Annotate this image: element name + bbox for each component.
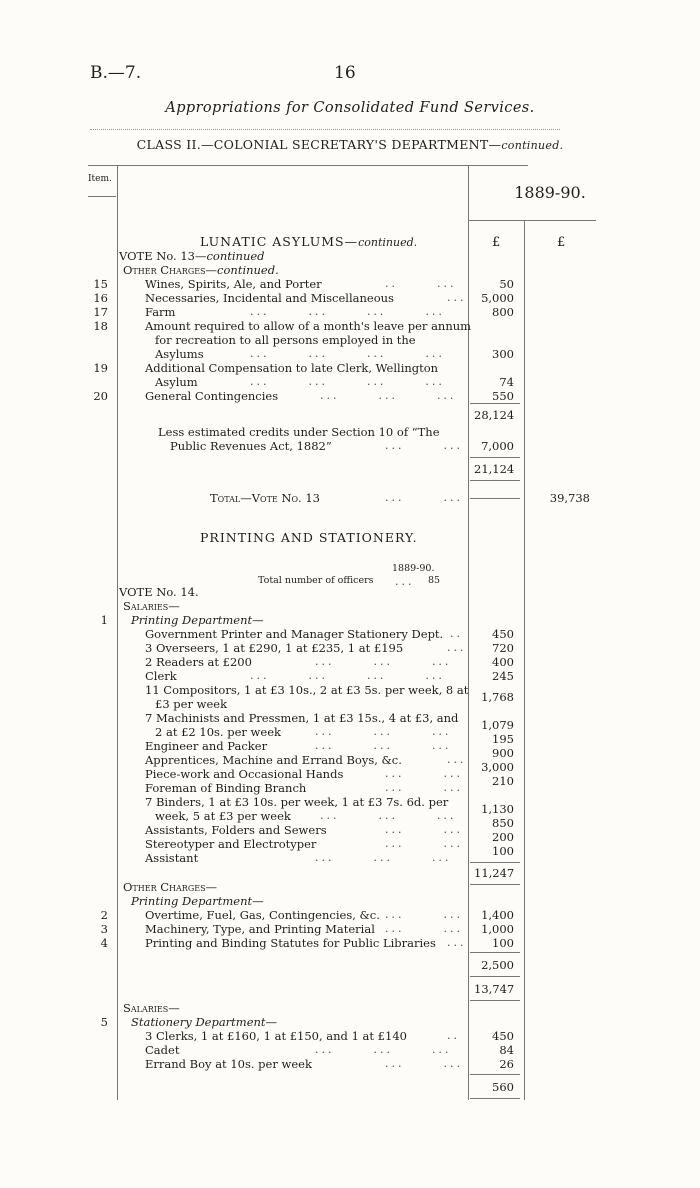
item-column-rule — [117, 165, 118, 1100]
year-column-header: 1889-90. — [514, 183, 586, 202]
salary-row-text: 7 Binders, 1 at £3 10s. per week, 1 at £3 7s. 6d. per — [145, 795, 449, 809]
section-title-suffix: continued. — [358, 236, 418, 249]
leader-dots: ... ... ... — [315, 655, 452, 668]
line-item-text: for recreation to all persons employed in the — [155, 333, 416, 347]
stationery-row-text: Errand Boy at 10s. per week — [145, 1057, 312, 1071]
other-row-text: Machinery, Type, and Printing Material — [145, 922, 375, 936]
other-total-rule-bottom — [470, 976, 520, 977]
net-rule — [470, 457, 520, 458]
leader-dots: ... ... ... ... — [250, 669, 445, 682]
stationery-department-heading: Stationery Department— — [131, 1015, 278, 1029]
leader-dots: ... ... ... — [315, 851, 452, 864]
item-number: 3 — [100, 922, 108, 936]
vote-13-heading — [119, 249, 265, 263]
printing-department-heading: Printing Department— — [131, 894, 264, 908]
net-amount: 21,124 — [474, 462, 515, 476]
other-total-rule — [470, 952, 520, 953]
officers-count: 85 — [428, 575, 441, 586]
salary-row-amount: 400 — [492, 655, 514, 669]
total-dash — [470, 498, 520, 499]
line-item-text: Farm — [145, 305, 176, 319]
salary-row-amount: 1,079 — [481, 718, 514, 732]
leader-dots: ... ... ... — [315, 725, 452, 738]
vote-label: VOTE No. 13— — [119, 249, 207, 263]
leader-dots: ... ... ... — [320, 809, 457, 822]
line-item-text: Asylum — [155, 375, 198, 389]
printing-department-heading: Printing Department— — [131, 613, 264, 627]
leader-dots: ... ... — [385, 491, 463, 504]
less-credits-text: Public Revenues Act, 1882” — [170, 439, 332, 453]
leader-dots: .. — [450, 627, 463, 640]
salary-total-rule — [470, 862, 520, 863]
line-item-amount: 50 — [499, 277, 514, 291]
vote-suffix: continued — [206, 249, 265, 263]
leader-dots: ... ... ... — [315, 1043, 452, 1056]
subtotal-rule — [470, 403, 520, 404]
document-reference: B.—7. — [90, 63, 142, 83]
year-header-rule — [468, 220, 596, 221]
item-number: 5 — [100, 1015, 108, 1029]
other-row-text: Overtime, Fuel, Gas, Contingencies, &c. — [145, 908, 380, 922]
leader-dots: ... — [447, 936, 467, 949]
pound-sign-b: £ — [557, 235, 566, 250]
salary-row-text: week, 5 at £3 per week — [155, 809, 291, 823]
salary-row-amount: 1,768 — [481, 690, 514, 704]
stationery-total-rule — [470, 1074, 520, 1075]
item-number: 4 — [100, 936, 108, 950]
leader-dots: ... ... — [385, 823, 463, 836]
salary-row-amount: 100 — [492, 844, 514, 858]
item-number: 20 — [93, 389, 108, 403]
item-number: 19 — [93, 361, 108, 375]
net-rule-bottom — [470, 480, 520, 481]
page-subtitle: Appropriations for Consolidated Fund Services. — [165, 100, 535, 116]
salary-row-text: 2 Readers at £200 — [145, 655, 252, 669]
line-item-amount: 5,000 — [481, 291, 514, 305]
section-title-printing-stationery: PRINTING AND STATIONERY. — [200, 530, 418, 545]
line-item-amount: 550 — [492, 389, 514, 403]
less-credits-amount: 7,000 — [481, 439, 514, 453]
leader-dots: ... ... ... ... — [250, 305, 445, 318]
other-row-text: Printing and Binding Statutes for Public Libraries — [145, 936, 436, 950]
section-title-text: LUNATIC ASYLUMS— — [200, 234, 359, 249]
less-credits-text: Less estimated credits under Section 10 of “The — [158, 425, 440, 439]
leader-dots: ... ... ... ... — [250, 375, 445, 388]
stationery-total-amount: 560 — [492, 1080, 514, 1094]
item-number: 16 — [93, 291, 108, 305]
stationery-row-text: 3 Clerks, 1 at £160, 1 at £150, and 1 at £140 — [145, 1029, 407, 1043]
stationery-salaries-heading: Salaries— — [123, 1001, 180, 1015]
other-charges-label: Other Charges— — [123, 263, 218, 277]
line-item-text: Asylums — [155, 347, 204, 361]
officers-label: Total number of officers — [258, 575, 374, 586]
salary-row-text: 11 Compositors, 1 at £3 10s., 2 at £3 5s. per week, 8 at — [145, 683, 469, 697]
salary-total-rule-bottom — [470, 884, 520, 885]
line-item-amount: 800 — [492, 305, 514, 319]
class-header — [0, 137, 700, 152]
leader-dots: ... ... — [385, 781, 463, 794]
salary-row-text: 3 Overseers, 1 at £290, 1 at £235, 1 at £195 — [145, 641, 404, 655]
salary-row-text: Engineer and Packer — [145, 739, 268, 753]
combined-total-amount: 13,747 — [474, 982, 515, 996]
leader-dots: ... — [447, 291, 467, 304]
item-number: 17 — [93, 305, 108, 319]
line-item-text: Additional Compensation to late Clerk, Wellington — [145, 361, 439, 375]
leader-dots: ... — [395, 575, 415, 588]
stationery-total-rule-bottom — [470, 1098, 520, 1099]
officers-year: 1889-90. — [392, 563, 435, 574]
section-title-lunatic-asylums — [200, 234, 417, 249]
salary-row-amount: 450 — [492, 627, 514, 641]
other-charges-heading — [123, 263, 279, 277]
leader-dots: ... ... ... ... — [250, 347, 445, 360]
total-vote-13-label: Total—Vote No. 13 — [210, 491, 320, 505]
item-number: 15 — [93, 277, 108, 291]
other-total-amount: 2,500 — [481, 958, 514, 972]
dotted-rule — [90, 129, 560, 130]
salary-row-amount: 1,130 — [481, 802, 514, 816]
item-number: 18 — [93, 319, 108, 333]
salary-row-text: Government Printer and Manager Stationery Dept. — [145, 627, 444, 641]
amount-column-rule-mid — [524, 220, 525, 1100]
line-item-text: General Contingencies — [145, 389, 279, 403]
combined-total-rule — [470, 1000, 520, 1001]
line-item-amount: 300 — [492, 347, 514, 361]
amount-column-rule-left — [468, 165, 469, 1100]
class-title: CLASS II.—COLONIAL SECRETARY'S DEPARTMENT— — [136, 137, 502, 152]
salary-total-amount: 11,247 — [474, 866, 515, 880]
item-number: 1 — [100, 613, 108, 627]
salary-row-text: Piece-work and Occasional Hands — [145, 767, 344, 781]
leader-dots: ... ... ... — [315, 739, 452, 752]
other-row-amount: 1,400 — [481, 908, 514, 922]
salary-row-text: Assistant — [145, 851, 199, 865]
other-charges-heading: Other Charges— — [123, 880, 218, 894]
line-item-text: Necessaries, Incidental and Miscellaneous — [145, 291, 394, 305]
salary-row-amount: 210 — [492, 774, 514, 788]
salary-row-amount: 195 — [492, 732, 514, 746]
salary-row-text: Assistants, Folders and Sewers — [145, 823, 327, 837]
leader-dots: ... ... ... — [320, 389, 457, 402]
stationery-row-amount: 26 — [499, 1057, 514, 1071]
salary-row-text: 2 at £2 10s. per week — [155, 725, 281, 739]
item-number: 2 — [100, 908, 108, 922]
salary-row-text: Stereotyper and Electrotyper — [145, 837, 317, 851]
leader-dots: ... ... — [385, 767, 463, 780]
other-charges-suffix: continued. — [217, 263, 279, 277]
subtotal-amount: 28,124 — [474, 408, 515, 422]
salary-row-text: Foreman of Binding Branch — [145, 781, 307, 795]
leader-dots: ... ... — [385, 922, 463, 935]
leader-dots: .. ... — [385, 277, 457, 290]
stationery-row-text: Cadet — [145, 1043, 180, 1057]
leader-dots: .. — [447, 1029, 460, 1042]
stationery-row-amount: 84 — [499, 1043, 514, 1057]
other-row-amount: 100 — [492, 936, 514, 950]
line-item-text: Amount required to allow of a month's leave per annum — [145, 319, 472, 333]
total-vote-13-amount: 39,738 — [549, 491, 590, 505]
salaries-heading: Salaries— — [123, 599, 180, 613]
leader-dots: ... ... — [385, 439, 463, 452]
page-number: 16 — [334, 63, 356, 83]
salary-row-amount: 900 — [492, 746, 514, 760]
item-column-header: Item. — [88, 174, 112, 184]
salary-row-amount: 720 — [492, 641, 514, 655]
salary-row-amount: 245 — [492, 669, 514, 683]
salary-row-amount: 3,000 — [481, 760, 514, 774]
salary-row-text: £3 per week — [155, 697, 228, 711]
salary-row-text: Clerk — [145, 669, 177, 683]
class-title-suffix: continued. — [501, 139, 564, 152]
salary-row-amount: 200 — [492, 830, 514, 844]
item-header-rule — [88, 196, 116, 197]
leader-dots: ... ... — [385, 1057, 463, 1070]
salary-row-text: Apprentices, Machine and Errand Boys, &c. — [145, 753, 402, 767]
vote-14-heading: VOTE No. 14. — [119, 585, 199, 599]
other-row-amount: 1,000 — [481, 922, 514, 936]
leader-dots: ... — [447, 753, 467, 766]
leader-dots: ... ... — [385, 837, 463, 850]
leader-dots: ... ... — [385, 908, 463, 921]
stationery-row-amount: 450 — [492, 1029, 514, 1043]
leader-dots: ... — [447, 641, 467, 654]
salary-row-text: 7 Machinists and Pressmen, 1 at £3 15s., 4 at £3, and — [145, 711, 459, 725]
table-top-rule — [88, 165, 528, 166]
salary-row-amount: 850 — [492, 816, 514, 830]
line-item-amount: 74 — [499, 375, 514, 389]
line-item-text: Wines, Spirits, Ale, and Porter — [145, 277, 322, 291]
pound-sign-a: £ — [492, 235, 501, 250]
